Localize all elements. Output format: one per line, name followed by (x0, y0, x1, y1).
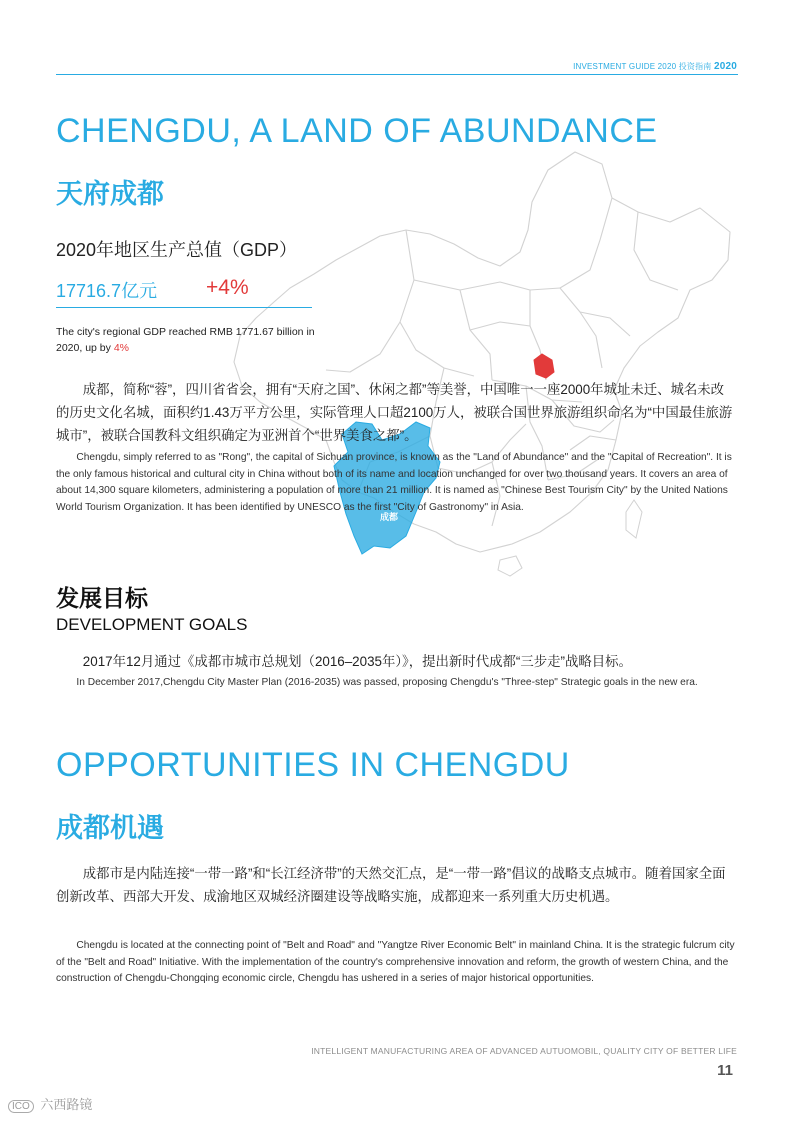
map-chengdu-label: 成都 (380, 512, 399, 522)
goals-title-cn: 发展目标 (56, 585, 148, 611)
gdp-caption-text: The city's regional GDP reached RMB 1771.67 billion in 2020, up by (56, 326, 315, 354)
goals-paragraph-cn: 2017年12月通过《成都市城市总规划（2016–2035年）》，提出新时代成都“三步走”战略目标。 (82, 654, 632, 669)
hainan-outline (498, 556, 522, 576)
gdp-title: 2020年地区生产总值（GDP） (56, 240, 298, 260)
intro-paragraph-en: Chengdu, simply referred to as "Rong", the capital of Sichuan province, is known as the "Land of Abundance" and the "Capital of Recreation". It is the only famous historical and cultural city in China without both of its name and location unchanged for over two thousand years. It covers an area of about 14,300 square kilometers, administering a population of more than 21 million. It is named as "Chinese Best Tourism City" by the United Nations World Tourism Organization. It has been identified by UNESCO as the first "City of Gastronomy" in Asia. (56, 452, 732, 513)
gdp-caption-highlight: 4% (113, 342, 129, 354)
page-number: 11 (717, 1062, 733, 1079)
gdp-growth: +4% (206, 276, 249, 299)
header-guide (573, 61, 737, 72)
section2-title-cn: 成都机遇 (56, 813, 164, 843)
footer-tagline: INTELLIGENT MANUFACTURING AREA OF ADVANCED AUTUOMOBIL, QUALITY CITY OF BETTER LIFE (311, 1046, 737, 1056)
opportunities-paragraph-cn: 成都市是内陆连接“一带一路”和“长江经济带”的天然交汇点，是“一带一路”倡议的战略支点城市。随着国家全面创新改革、西部大开发、成渝地区双城经济圈建设等战略实施，成都迎来一系列重大历史机遇。 (56, 866, 726, 904)
section1-title-cn: 天府成都 (56, 179, 164, 209)
watermark (8, 1094, 92, 1113)
header-divider (56, 74, 738, 75)
header-guide-year: 2020 (713, 61, 737, 72)
watermark-logo: ICO (8, 1100, 34, 1113)
intro-paragraph-cn: 成都，简称“蓉”，四川省省会，拥有“天府之国”、休闲之都”等美誉，中国唯一一座2000年城址未迁、城名未改的历史文化名城，面积约1.43万平方公里，实际管理人口超2100万人，被联合国世界旅游组织命名为“中国最佳旅游城市”，被联合国教科文组织确定为亚洲首个“世界美食之都”。 (56, 382, 733, 443)
gdp-value: 17716.7亿元 (56, 281, 158, 301)
section1-title-en: CHENGDU, A LAND OF ABUNDANCE (56, 112, 658, 150)
gdp-divider (56, 307, 312, 308)
header-guide-label: INVESTMENT GUIDE 2020 (573, 62, 677, 71)
section2-title-en: OPPORTUNITIES IN CHENGDU (56, 746, 570, 784)
watermark-text: 六西路镜 (40, 1097, 93, 1112)
opportunities-paragraph-en: Chengdu is located at the connecting point of "Belt and Road" and "Yangtze River Economic Belt" in mainland China. It is the strategic fulcrum city of the "Belt and Road" Initiative. With the implementation of the country's comprehensive innovation and reform, the growth of western China, and the construction of Chengdu-Chongqing economic circle, Chengdu has ushered in a series of major historical opportunities. (56, 940, 735, 984)
goals-title-en: DEVELOPMENT GOALS (56, 615, 248, 634)
china-map (230, 140, 770, 610)
goals-paragraph-en: In December 2017,Chengdu City Master Plan (2016-2035) was passed, proposing Chengdu's "Three-step" Strategic goals in the new era. (76, 677, 698, 688)
header-guide-cn: 投资指南 (678, 62, 712, 71)
gdp-caption (56, 324, 316, 356)
